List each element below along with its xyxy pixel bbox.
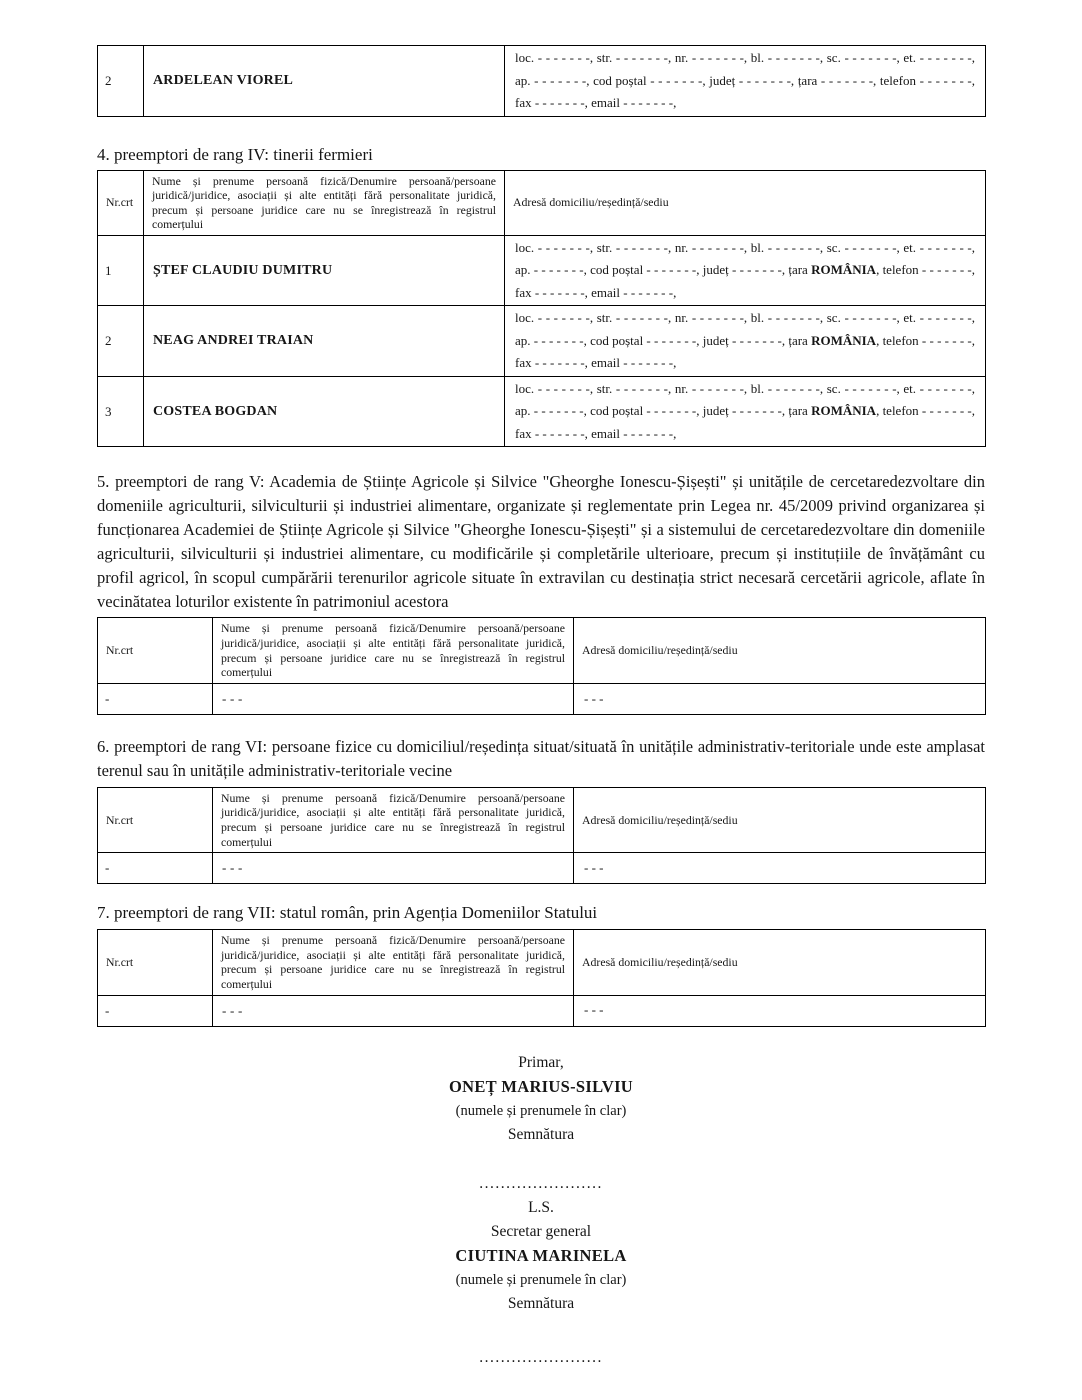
address-cell: - - - xyxy=(574,683,986,714)
rank6-table xyxy=(97,787,986,884)
address-cell xyxy=(505,235,986,306)
address-cell: - - - xyxy=(574,995,986,1026)
ls-label: L.S. xyxy=(528,1198,554,1216)
row-number-cell: - xyxy=(98,683,213,714)
header-nr-cell: Nr.crt xyxy=(98,618,213,683)
address-country: ROMÂNIA xyxy=(811,403,877,419)
row-number-cell: 1 xyxy=(98,235,144,306)
continuation-table xyxy=(97,45,986,117)
row-number-cell: - xyxy=(98,853,213,884)
address-suffix: , telefon - - - - - - -, fax - - - - - - -, email - - - - - - -, xyxy=(515,332,975,371)
header-nr-cell: Nr.crt xyxy=(98,787,213,852)
section4-heading: 4. preemptori de rang IV: tinerii fermieri xyxy=(97,144,373,164)
person-name-cell: COSTEA BOGDAN xyxy=(144,376,505,447)
address-cell xyxy=(505,306,986,377)
row-number-cell: - xyxy=(98,995,213,1026)
empty-row xyxy=(98,853,986,884)
address-cell: loc. - - - - - - -, str. - - - - - - -, nr. - - - - - - -, bl. - - - - - - -, sc. - - - - - - -, et. - - - - - - -, ap. - - - - - - -, cod poștal - - - - - - -, județ - - - - - - -, țara - - - - - - -, telefon - - - - - - -, fax - - - - - - -, email - - - - - - -, xyxy=(505,46,986,117)
person-name-cell: - - - xyxy=(213,995,574,1026)
header-address-cell: Adresă domiciliu/reședință/sediu xyxy=(574,930,986,995)
secretary-name: CIUTINA MARINELA xyxy=(455,1245,627,1265)
address-suffix: , telefon - - - - - - -, fax - - - - - - -, email - - - - - - -, xyxy=(515,403,975,441)
person-name-cell: - - - xyxy=(213,683,574,714)
header-name-cell: Nume și prenume persoană fizică/Denumire persoană/persoane juridică/juridice, asociații și alte entități fără personalitate juridică, precum și persoane juridice care nu se înregistrează în registrul comerțului xyxy=(213,618,574,683)
section5-heading: 5. preemptori de rang V: Academia de Științe Agricole și Silvice "Gheorghe Ionescu-Șișești" și unitățile de cercetaredezvoltare din domeniile agriculturii, silviculturii și industriei alimentare, organizate și reglementate prin Legea nr. 45/2009 privind organizarea și funcționarea Academiei de Științe Agricole și Silvice "Gheorghe Ionescu-Șișești" și a sistemului de cercetaredezvoltare din domeniile agriculturii, silviculturii și industriei alimentare, cu modificările și completările ulterioare, precum și instituțiile de învățământ cu profil agricol, în scopul cumpărării terenurilor agricole situate în extravilan cu destinația strict necesară cercetării agricole, aflate în vecinătatea loturilor existente în patrimoniul acestora xyxy=(97,472,985,612)
row-number-cell: 3 xyxy=(98,376,144,447)
address-suffix: , telefon - - - - - - -, fax - - - - - - -, email - - - - - - -, xyxy=(515,262,975,300)
person-name-cell: ȘTEF CLAUDIU DUMITRU xyxy=(144,235,505,306)
table-header-row xyxy=(98,170,986,235)
address-prefix: loc. - - - - - - -, str. - - - - - - -, nr. - - - - - - -, bl. - - - - - - -, sc. - - - - - - -, et. - - - - - - -, ap. - - - - - - -, cod poștal - - - - - - -, județ - - - - - - -, țara xyxy=(515,239,975,278)
table-header-row xyxy=(98,618,986,683)
signature-label: Semnătura xyxy=(507,1294,575,1312)
table-row xyxy=(98,376,986,447)
mayor-title: Primar, xyxy=(518,1053,564,1071)
signature-block xyxy=(97,1051,985,1370)
header-nr-cell: Nr.crt xyxy=(98,930,213,995)
table-header-row xyxy=(98,787,986,852)
row-number-cell: 2 xyxy=(98,46,144,117)
mayor-name: ONEȚ MARIUS-SILVIU xyxy=(448,1076,634,1096)
empty-row xyxy=(98,683,986,714)
section6-heading: 6. preemptori de rang VI: persoane fizice cu domiciliul/reședința situat/situată în unitățile administrativ-teritoriale unde este amplasat terenul sau în unitățile administrativ-teritoriale vecine xyxy=(97,736,985,780)
address-cell xyxy=(505,376,986,447)
address-country: ROMÂNIA xyxy=(811,262,877,278)
address-country: ROMÂNIA xyxy=(811,332,877,348)
header-name-cell: Nume și prenume persoană fizică/Denumire persoană/persoane juridică/juridice, asociații și alte entități fără personalitate juridică, precum și persoane juridice care nu se înregistrează în registrul comerțului xyxy=(144,170,505,235)
header-name-cell: Nume și prenume persoană fizică/Denumire persoană/persoane juridică/juridice, asociații și alte entități fără personalitate juridică, precum și persoane juridice care nu se înregistrează în registrul comerțului xyxy=(213,930,574,995)
header-address-cell: Adresă domiciliu/reședință/sediu xyxy=(574,787,986,852)
name-note: (numele și prenumele în clar) xyxy=(455,1271,627,1288)
person-name-cell: ARDELEAN VIOREL xyxy=(144,46,505,117)
secretary-title: Secretar general xyxy=(490,1222,592,1240)
signature-dotted-line: ....................... xyxy=(479,1348,603,1366)
section7-heading: 7. preemptori de rang VII: statul român, prin Agenția Domeniilor Statului xyxy=(97,903,598,923)
address-prefix: loc. - - - - - - -, str. - - - - - - -, nr. - - - - - - -, bl. - - - - - - -, sc. - - - - - - -, et. - - - - - - -, ap. - - - - - - -, cod poștal - - - - - - -, județ - - - - - - -, țara xyxy=(515,310,975,348)
name-note: (numele și prenumele în clar) xyxy=(455,1102,627,1119)
rank4-table xyxy=(97,170,986,448)
row-number-cell: 2 xyxy=(98,306,144,377)
empty-row xyxy=(98,995,986,1026)
address-prefix: loc. - - - - - - -, str. - - - - - - -, nr. - - - - - - -, bl. - - - - - - -, sc. - - - - - - -, et. - - - - - - -, ap. - - - - - - -, cod poștal - - - - - - -, județ - - - - - - -, țara xyxy=(515,380,975,419)
table-row xyxy=(98,306,986,377)
rank7-table xyxy=(97,929,986,1026)
person-name-cell: NEAG ANDREI TRAIAN xyxy=(144,306,505,377)
person-name-cell: - - - xyxy=(213,853,574,884)
table-header-row xyxy=(98,930,986,995)
signature-label: Semnătura xyxy=(507,1125,575,1143)
header-address-cell: Adresă domiciliu/reședință/sediu xyxy=(574,618,986,683)
signature-dotted-line: ....................... xyxy=(479,1174,603,1192)
header-nr-cell: Nr.crt xyxy=(98,170,144,235)
table-row xyxy=(98,235,986,306)
table-row xyxy=(98,46,986,117)
header-address-cell: Adresă domiciliu/reședință/sediu xyxy=(505,170,986,235)
address-cell: - - - xyxy=(574,853,986,884)
header-name-cell: Nume și prenume persoană fizică/Denumire persoană/persoane juridică/juridice, asociații și alte entități fără personalitate juridică, precum și persoane juridice care nu se înregistrează în registrul comerțului xyxy=(213,787,574,852)
rank5-table xyxy=(97,617,986,714)
